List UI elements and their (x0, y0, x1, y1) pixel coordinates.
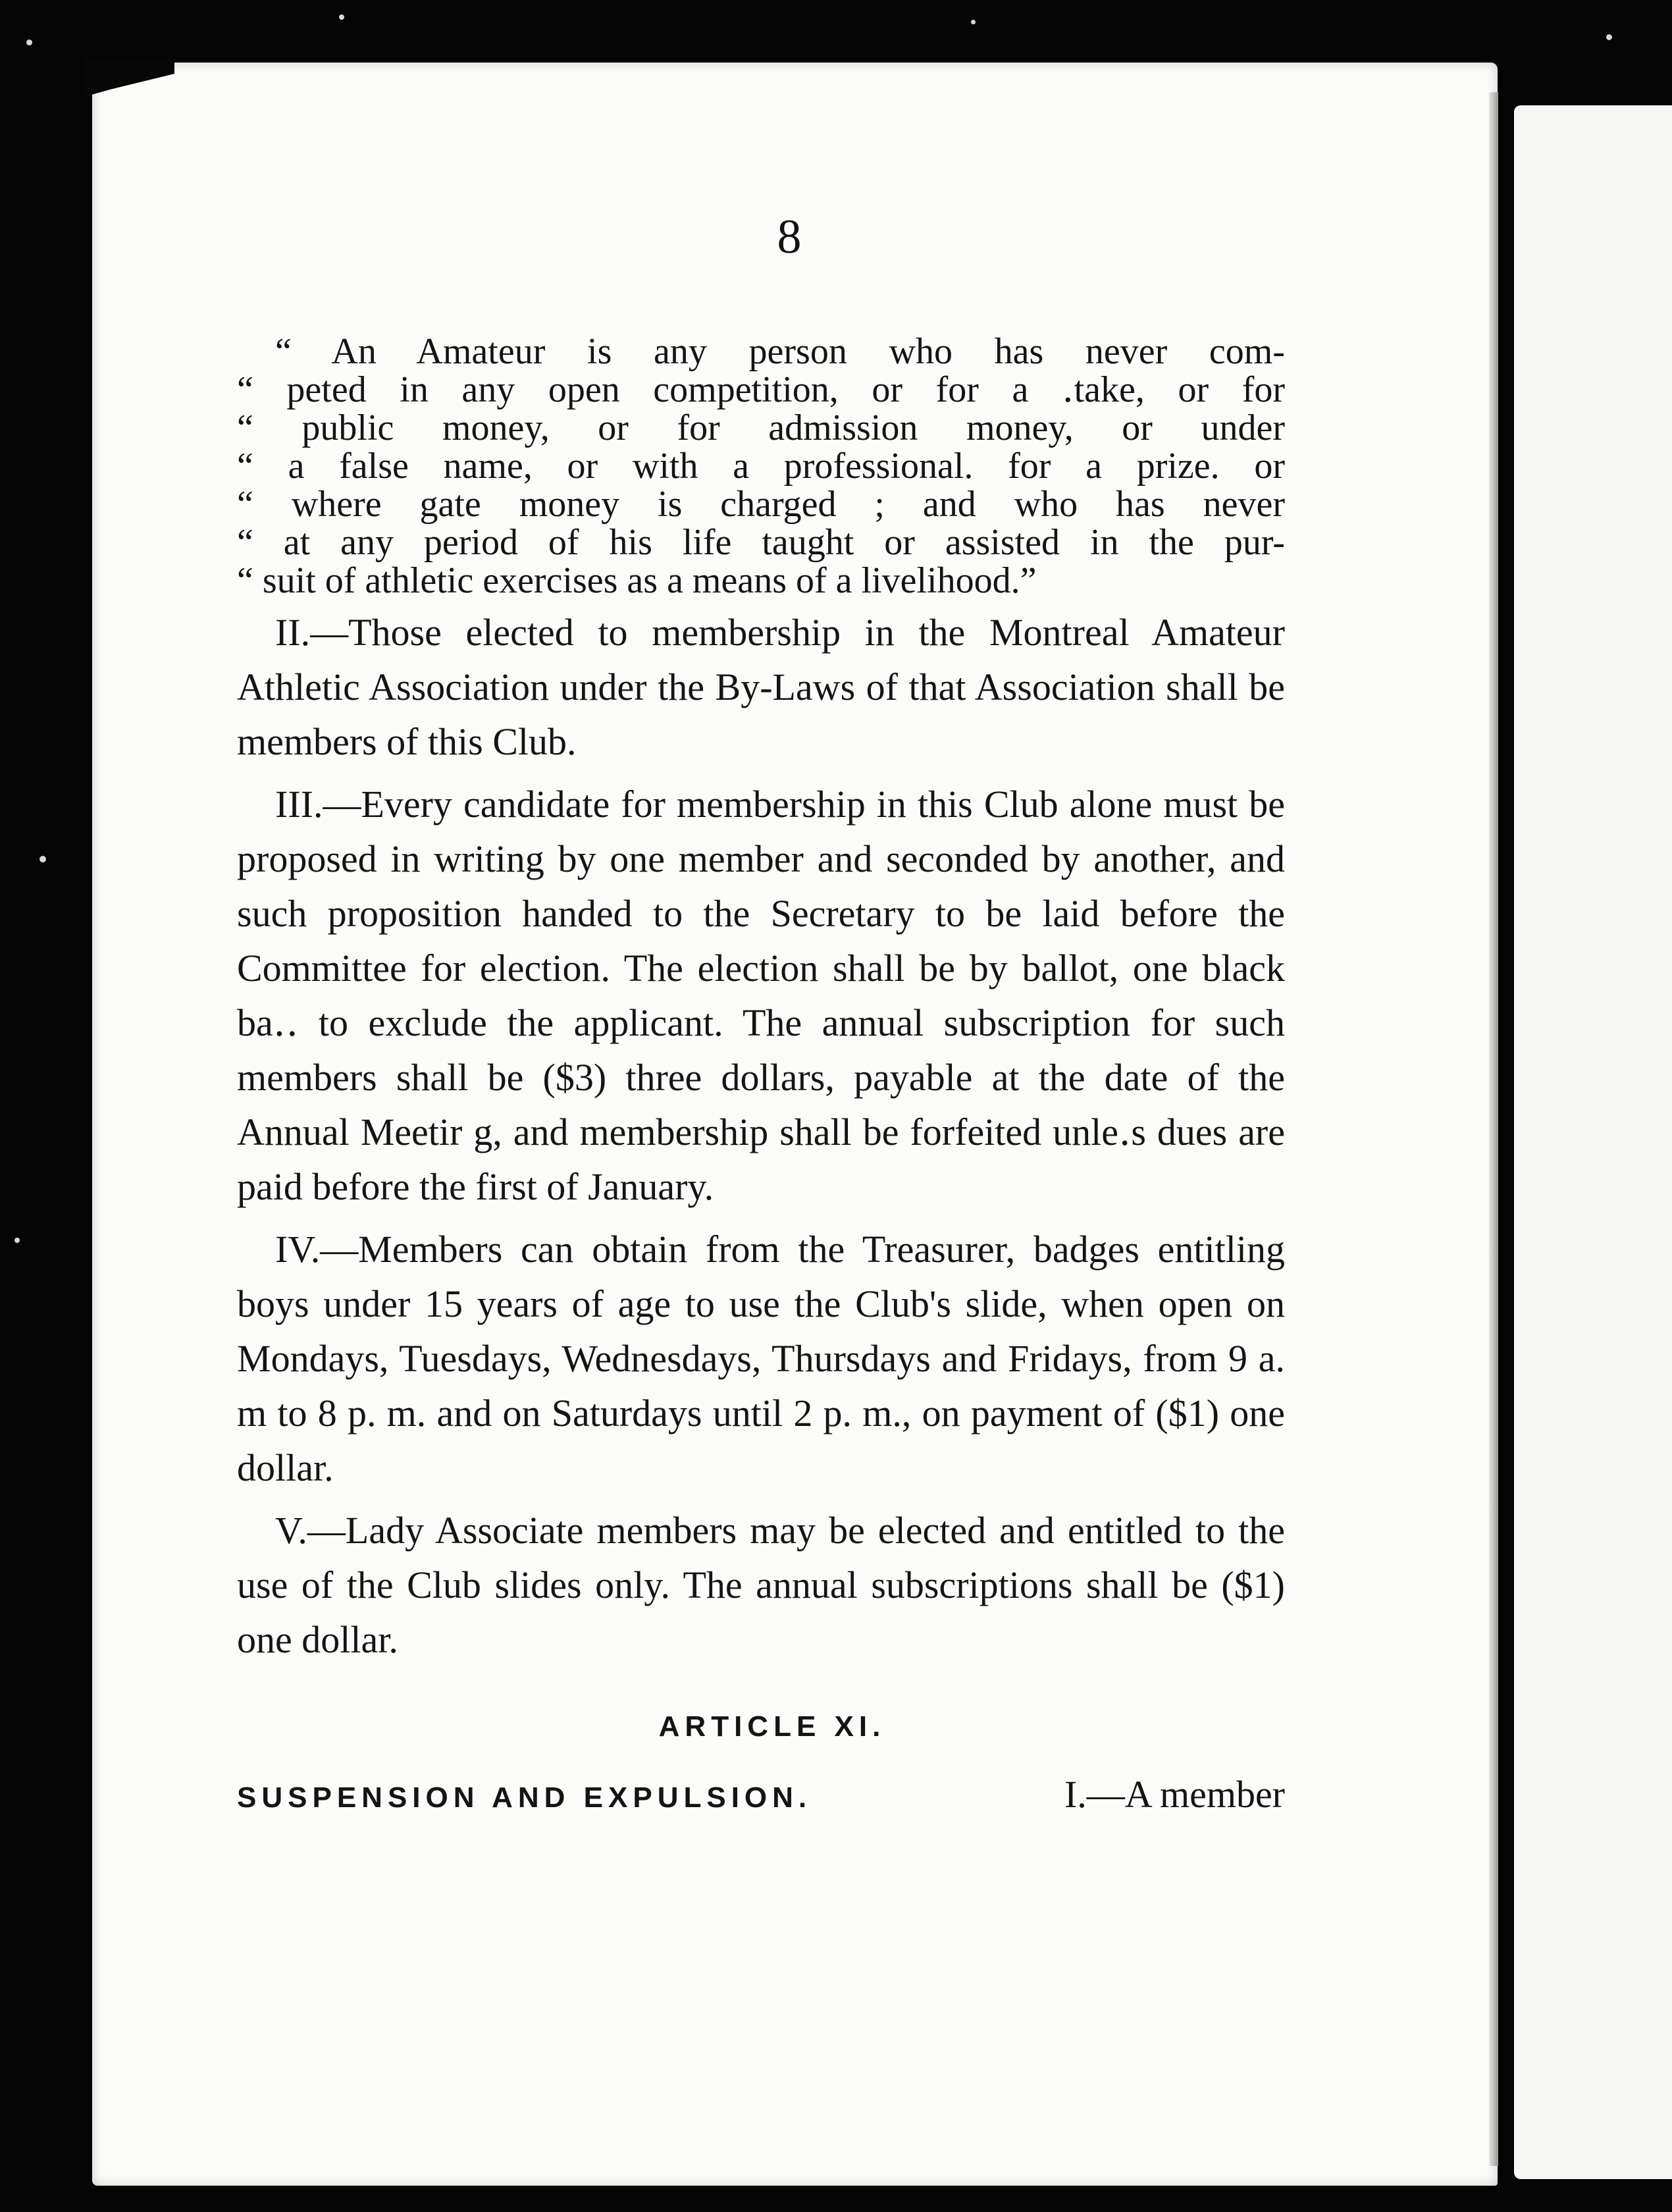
amateur-definition-quote (237, 332, 1285, 600)
quote-line: “ suit of athletic exercises as a means of a livelihood.” (237, 560, 1037, 601)
dust-speck (26, 40, 32, 45)
section-iii-paragraph: III.—Every candidate for membership in this Club alone must be proposed in writing by one member and seconded by another, and such proposition handed to the Secretary to be laid before the Committee for election. The election shall be by ballot, one black ba․․ to exclude the applicant. The annual subscription for such members shall be ($3) three dollars, payable at the date of the Annual Meetir g, and membership shall be forfeited unle․s dues are paid before the first of January. (237, 783, 1285, 1208)
article-continuation-text: I.—A member (1064, 1773, 1285, 1816)
page-edge-shadow (1489, 92, 1498, 2166)
article-heading: ARTICLE XI. (658, 1710, 886, 1743)
quote-line: “ where gate money is charged ; and who has never (237, 484, 1285, 525)
dust-speck (14, 1238, 20, 1243)
article-first-line (237, 1772, 1285, 1816)
quote-line: “ peted in any open competition, or for a ․take, or for (237, 369, 1285, 410)
dust-speck (39, 856, 46, 862)
page-number: 8 (777, 210, 803, 264)
quote-line: “ a false name, or with a professional. for a prize. or (237, 446, 1285, 487)
dust-speck (1606, 34, 1612, 40)
quote-line: “ An Amateur is any person who has never com- (275, 331, 1285, 372)
quote-line: “ at any period of his life taught or assisted in the pur- (237, 522, 1285, 563)
article-subheading: SUSPENSION AND EXPULSION. (237, 1781, 812, 1814)
dust-speck (339, 14, 344, 20)
adjacent-page-edge (1514, 105, 1672, 2179)
section-iv-paragraph: IV.—Members can obtain from the Treasurer, badges entitling boys under 15 years of age to use the Club's slide, when open on Mondays, Tuesdays, Wednesdays, Thursdays and Fridays, from 9 a. m to 8 p. m. and on Saturdays until 2 p. m., on payment of ($1) one dollar. (237, 1228, 1285, 1489)
dust-speck (971, 20, 976, 24)
quote-line: “ public money, or for admission money, or under (237, 408, 1285, 448)
body-text (237, 332, 1285, 1816)
section-v-paragraph: V.—Lady Associate members may be elected and entitled to the use of the Club slides only. The annual subscriptions shall be ($1) one dollar. (237, 1509, 1285, 1661)
section-ii-paragraph: II.—Those elected to membership in the Montreal Amateur Athletic Association under the By-Laws of that Association shall be members of this Club. (237, 611, 1285, 763)
